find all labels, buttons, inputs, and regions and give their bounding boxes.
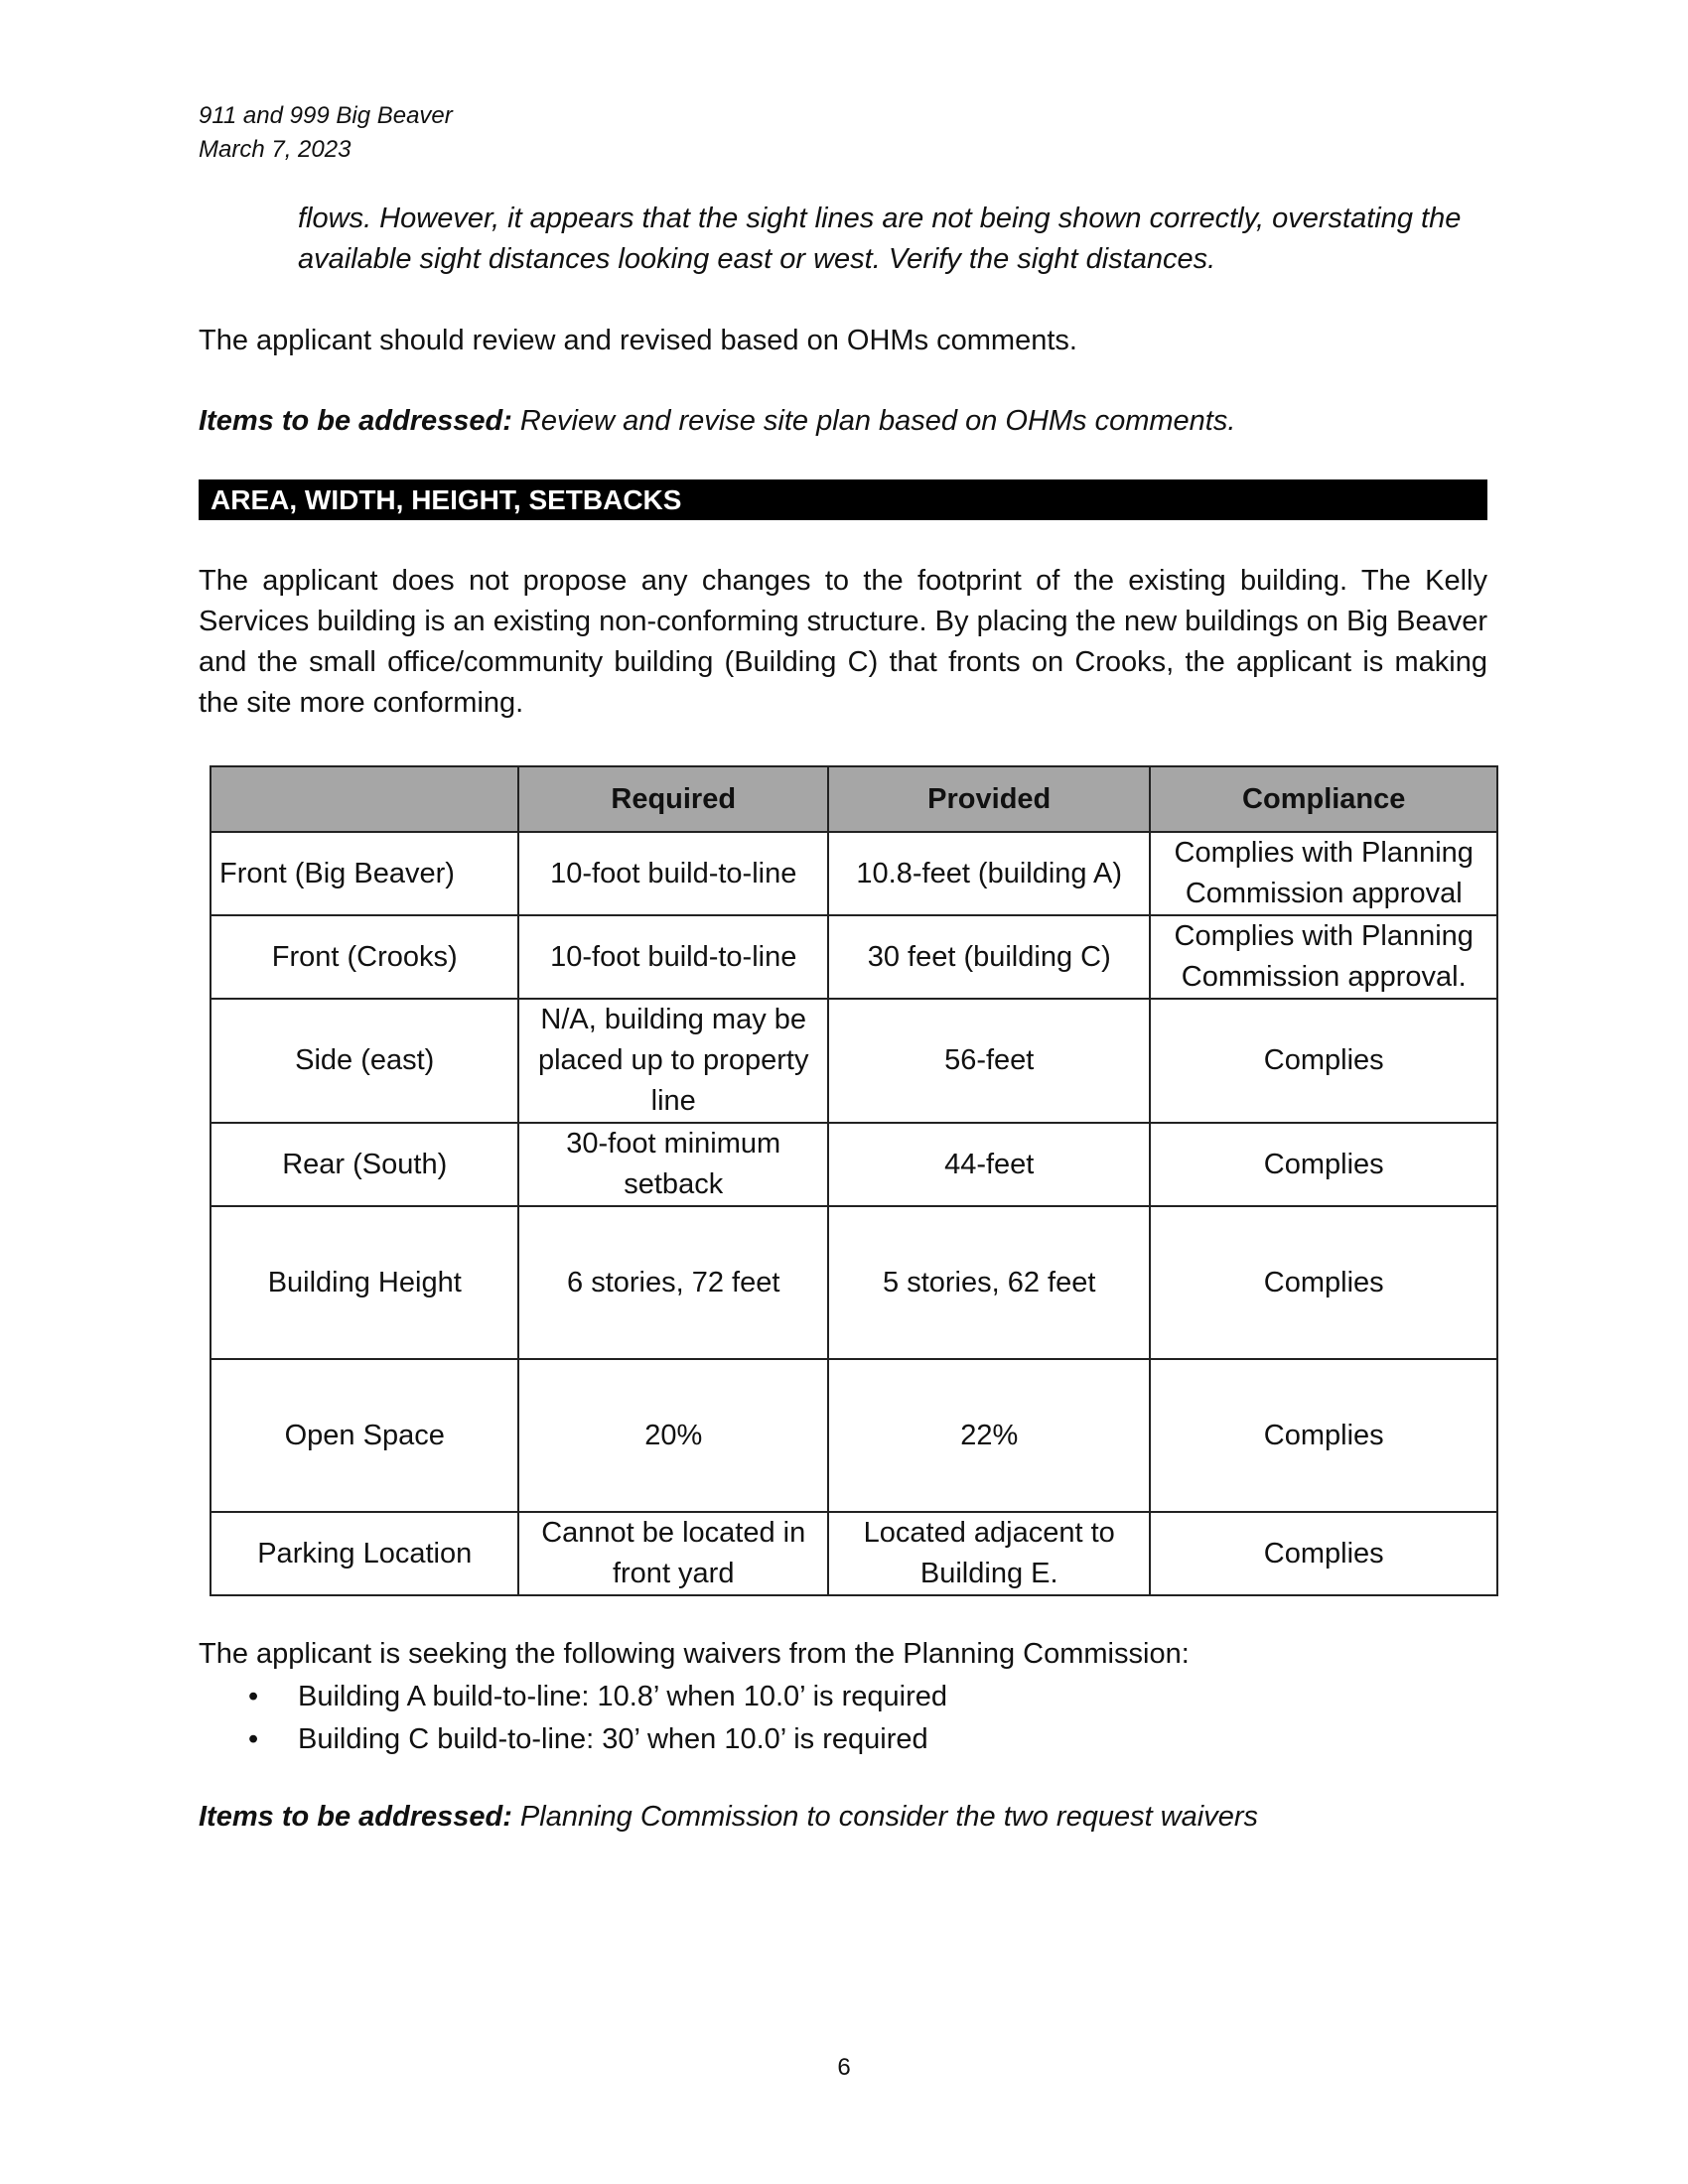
row-label: Building Height <box>211 1206 518 1359</box>
continued-quote: flows. However, it appears that the sight lines are not being shown correctly, overstating the available sight distances looking east or west. Verify the sight distances. <box>298 203 1462 275</box>
table-cell: 44-feet <box>828 1123 1150 1206</box>
items-label: Items to be addressed: <box>199 405 512 437</box>
row-label: Side (east) <box>211 999 518 1123</box>
waivers-intro: The applicant is seeking the following waivers from the Planning Commission: <box>199 1638 1190 1670</box>
waiver-text: Building A build-to-line: 10.8’ when 10.0’ is required <box>298 1681 947 1712</box>
table-cell: Complies with Planning Commission approval. <box>1150 915 1497 999</box>
header-address: 911 and 999 Big Beaver <box>199 102 453 129</box>
waivers-section <box>199 1633 1487 1761</box>
intro-paragraph: The applicant does not propose any changes to the footprint of the existing building. The Kelly Services building is an existing non-conforming structure. By placing the new buildings on Big Beaver and the small office/community building (Building C) that fronts on Crooks, the applicant is making the site more conforming. <box>199 565 1487 719</box>
setbacks-table <box>210 765 1498 1596</box>
table-row <box>211 999 1497 1123</box>
table-cell: 30 feet (building C) <box>828 915 1150 999</box>
table-header-row <box>211 766 1497 832</box>
list-item <box>199 1718 1487 1761</box>
table-cell: Complies with Planning Commission approval <box>1150 832 1497 915</box>
items-to-address-2 <box>199 1797 1487 1838</box>
table-header-cell: Provided <box>828 766 1150 832</box>
table-row <box>211 1123 1497 1206</box>
items-label: Items to be addressed: <box>199 1801 512 1833</box>
table-cell: 10-foot build-to-line <box>518 832 828 915</box>
table-row <box>211 1359 1497 1512</box>
table-cell: Complies <box>1150 1206 1497 1359</box>
section-heading: AREA, WIDTH, HEIGHT, SETBACKS <box>199 479 1487 520</box>
row-label: Open Space <box>211 1359 518 1512</box>
table-cell: Complies <box>1150 999 1497 1123</box>
table-cell: 30-foot minimum setback <box>518 1123 828 1206</box>
row-label: Rear (South) <box>211 1123 518 1206</box>
table-cell: Complies <box>1150 1512 1497 1595</box>
table-cell: Cannot be located in front yard <box>518 1512 828 1595</box>
table-row <box>211 915 1497 999</box>
table-header-cell: Required <box>518 766 828 832</box>
table-row <box>211 832 1497 915</box>
review-note: The applicant should review and revised based on OHMs comments. <box>199 325 1077 356</box>
table-cell: Complies <box>1150 1123 1497 1206</box>
table-cell: 56-feet <box>828 999 1150 1123</box>
table-cell: Located adjacent to Building E. <box>828 1512 1150 1595</box>
table-row <box>211 1206 1497 1359</box>
page-header <box>199 99 453 167</box>
table-header-cell: Compliance <box>1150 766 1497 832</box>
items-to-address-1 <box>199 401 1487 442</box>
list-item <box>199 1676 1487 1718</box>
table-cell: 5 stories, 62 feet <box>828 1206 1150 1359</box>
waiver-text: Building C build-to-line: 30’ when 10.0’ is required <box>298 1723 928 1755</box>
bullet-icon: • <box>248 1681 259 1712</box>
items-text: Planning Commission to consider the two request waivers <box>511 1801 1259 1833</box>
items-text: Review and revise site plan based on OHMs comments. <box>511 405 1236 437</box>
table-cell: Complies <box>1150 1359 1497 1512</box>
table-cell: 10-foot build-to-line <box>518 915 828 999</box>
bullet-icon: • <box>248 1723 259 1755</box>
row-label: Front (Big Beaver) <box>211 832 518 915</box>
table-row <box>211 1512 1497 1595</box>
table-header-cell <box>211 766 518 832</box>
table-cell: 10.8-feet (building A) <box>828 832 1150 915</box>
table-cell: 6 stories, 72 feet <box>518 1206 828 1359</box>
table-cell: N/A, building may be placed up to property line <box>518 999 828 1123</box>
header-date: March 7, 2023 <box>199 136 352 163</box>
page-number: 6 <box>837 2054 851 2081</box>
row-label: Parking Location <box>211 1512 518 1595</box>
table-cell: 22% <box>828 1359 1150 1512</box>
row-label: Front (Crooks) <box>211 915 518 999</box>
table-cell: 20% <box>518 1359 828 1512</box>
